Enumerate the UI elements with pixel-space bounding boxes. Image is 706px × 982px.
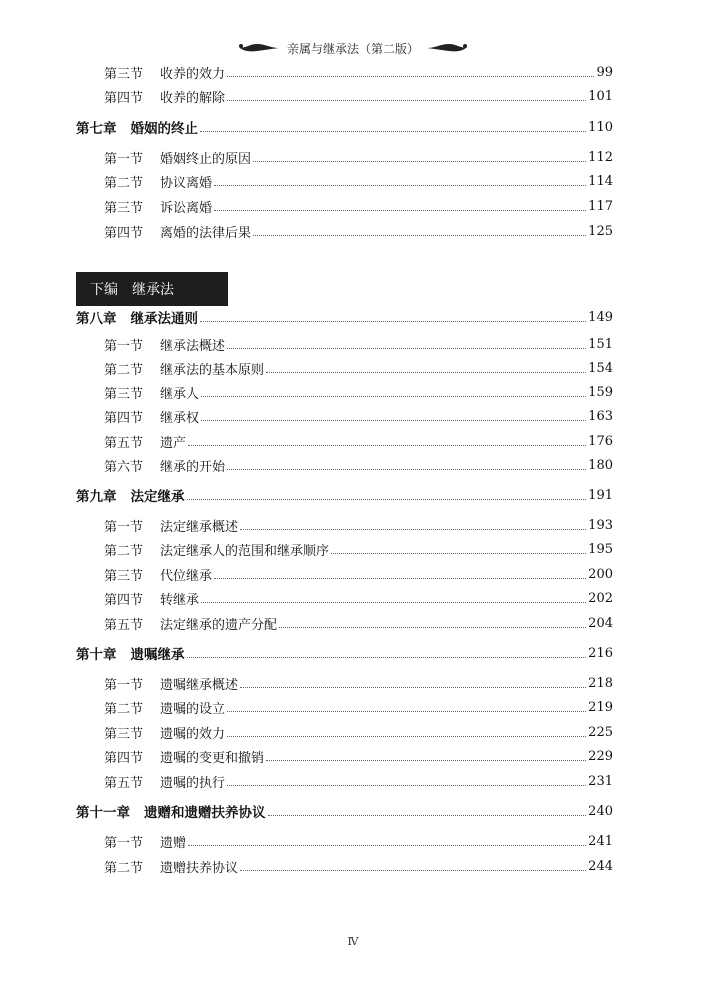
page-ref: 112 xyxy=(588,149,613,165)
page-ref: 101 xyxy=(588,88,613,104)
chapter-number: 第八章 xyxy=(76,311,117,327)
dot-leader xyxy=(201,396,586,397)
dot-leader xyxy=(227,348,586,349)
toc-section-row[interactable] xyxy=(0,358,706,378)
toc-section-row[interactable] xyxy=(0,171,706,191)
section-title: 收养的解除 xyxy=(160,90,226,106)
page-ref: 110 xyxy=(588,119,613,135)
page-ref: 117 xyxy=(588,198,613,214)
section-number: 第二节 xyxy=(104,362,144,378)
page-ref: 176 xyxy=(588,433,613,449)
running-header xyxy=(0,36,706,60)
section-title: 法定继承的遗产分配 xyxy=(160,617,278,633)
section-title: 遗嘱的执行 xyxy=(160,775,226,791)
part-number: 下编 xyxy=(90,282,118,298)
toc-section-row[interactable] xyxy=(0,746,706,766)
section-title: 婚姻终止的原因 xyxy=(160,151,252,167)
section-number: 第二节 xyxy=(104,860,144,876)
page-ref: 204 xyxy=(588,615,613,631)
page-ref: 216 xyxy=(588,645,613,661)
dot-leader xyxy=(268,815,587,816)
dot-leader xyxy=(214,578,586,579)
page-ref: 191 xyxy=(588,487,613,503)
section-number: 第四节 xyxy=(104,592,144,608)
section-number: 第四节 xyxy=(104,90,144,106)
toc-section-row[interactable] xyxy=(0,856,706,876)
section-title: 继承人 xyxy=(160,386,200,402)
section-title: 继承法的基本原则 xyxy=(160,362,265,378)
dot-leader xyxy=(253,161,586,162)
toc-chapter-row[interactable] xyxy=(0,117,706,137)
dot-leader xyxy=(266,760,586,761)
dot-leader xyxy=(227,100,586,101)
section-title: 遗赠扶养协议 xyxy=(160,860,239,876)
header-title: 亲属与继承法（第二版） xyxy=(286,41,419,56)
section-number: 第五节 xyxy=(104,435,144,451)
dot-leader xyxy=(240,529,586,530)
section-title: 转继承 xyxy=(160,592,200,608)
section-number: 第三节 xyxy=(104,726,144,742)
dot-leader xyxy=(240,687,586,688)
section-number: 第一节 xyxy=(104,835,144,851)
section-title: 诉讼离婚 xyxy=(160,200,213,216)
page-ref: 193 xyxy=(588,517,613,533)
chapter-number: 第九章 xyxy=(76,489,117,505)
page-ref: 218 xyxy=(588,675,613,691)
toc-section-row[interactable] xyxy=(0,697,706,717)
section-title: 遗嘱的效力 xyxy=(160,726,226,742)
section-number: 第五节 xyxy=(104,775,144,791)
page-ref: 149 xyxy=(588,309,613,325)
dot-leader xyxy=(200,131,586,132)
chapter-title: 遗嘱继承 xyxy=(130,647,185,663)
toc-chapter-row[interactable] xyxy=(0,307,706,327)
page-ref: 229 xyxy=(588,748,613,764)
chapter-number: 第十章 xyxy=(76,647,117,663)
toc-section-row[interactable] xyxy=(0,588,706,608)
section-number: 第二节 xyxy=(104,175,144,191)
page-ref: 219 xyxy=(588,699,613,715)
dot-leader xyxy=(201,602,586,603)
page-ref: 180 xyxy=(588,457,613,473)
dot-leader xyxy=(227,736,586,737)
dot-leader xyxy=(240,870,586,871)
page-ref: 200 xyxy=(588,566,613,582)
toc-section-row[interactable] xyxy=(0,147,706,167)
section-number: 第一节 xyxy=(104,338,144,354)
page-ref: 202 xyxy=(588,590,613,606)
section-title: 继承权 xyxy=(160,410,200,426)
page-ref: 195 xyxy=(588,541,613,557)
dot-leader xyxy=(331,553,586,554)
section-title: 遗赠 xyxy=(160,835,187,851)
toc-section-row[interactable] xyxy=(0,455,706,475)
toc-chapter-row[interactable] xyxy=(0,485,706,505)
page-ref: 241 xyxy=(588,833,613,849)
section-number: 第二节 xyxy=(104,701,144,717)
dot-leader xyxy=(214,185,586,186)
left-ornament-icon xyxy=(235,41,281,55)
section-number: 第四节 xyxy=(104,225,144,241)
dot-leader xyxy=(200,321,586,322)
section-number: 第四节 xyxy=(104,410,144,426)
page-number: Ⅳ xyxy=(347,935,359,948)
toc-chapter-row[interactable] xyxy=(0,643,706,663)
section-number: 第一节 xyxy=(104,519,144,535)
page-ref: 99 xyxy=(596,64,613,80)
dot-leader xyxy=(279,627,586,628)
section-title: 法定继承概述 xyxy=(160,519,239,535)
section-title: 继承法概述 xyxy=(160,338,226,354)
chapter-number: 第十一章 xyxy=(76,805,130,821)
toc-section-row[interactable] xyxy=(0,86,706,106)
section-number: 第六节 xyxy=(104,459,144,475)
section-title: 收养的效力 xyxy=(160,66,226,82)
page-ref: 225 xyxy=(588,724,613,740)
page-ref: 159 xyxy=(588,384,613,400)
dot-leader xyxy=(253,235,586,236)
toc-section-row[interactable] xyxy=(0,539,706,559)
page-ref: 244 xyxy=(588,858,613,874)
toc-section-row[interactable] xyxy=(0,673,706,693)
section-number: 第三节 xyxy=(104,386,144,402)
dot-leader xyxy=(227,76,594,77)
toc-section-row[interactable] xyxy=(0,406,706,426)
page-ref: 151 xyxy=(588,336,613,352)
chapter-title: 婚姻的终止 xyxy=(130,121,198,137)
section-title: 继承的开始 xyxy=(160,459,226,475)
dot-leader xyxy=(201,420,586,421)
dot-leader xyxy=(266,372,586,373)
dot-leader xyxy=(188,445,586,446)
page-ref: 240 xyxy=(588,803,613,819)
section-title: 法定继承人的范围和继承顺序 xyxy=(160,543,330,559)
section-number: 第一节 xyxy=(104,151,144,167)
section-number: 第三节 xyxy=(104,200,144,216)
chapter-title: 继承法通则 xyxy=(130,311,198,327)
dot-leader xyxy=(188,845,586,846)
page-ref: 154 xyxy=(588,360,613,376)
toc-section-row[interactable] xyxy=(0,221,706,241)
toc-section-row[interactable] xyxy=(0,515,706,535)
right-ornament-icon xyxy=(425,41,471,55)
dot-leader xyxy=(214,210,586,211)
section-title: 遗产 xyxy=(160,435,187,451)
section-title: 遗嘱继承概述 xyxy=(160,677,239,693)
page-ref: 231 xyxy=(588,773,613,789)
section-number: 第二节 xyxy=(104,543,144,559)
chapter-title: 法定继承 xyxy=(130,489,185,505)
toc-section-row[interactable] xyxy=(0,382,706,402)
toc-section-row[interactable] xyxy=(0,613,706,633)
toc-section-row[interactable] xyxy=(0,564,706,584)
part-banner xyxy=(76,272,228,306)
section-title: 代位继承 xyxy=(160,568,213,584)
page-ref: 114 xyxy=(588,173,613,189)
dot-leader xyxy=(187,657,587,658)
toc-section-row[interactable] xyxy=(0,334,706,354)
toc-section-row[interactable] xyxy=(0,431,706,451)
dot-leader xyxy=(227,469,586,470)
section-title: 离婚的法律后果 xyxy=(160,225,252,241)
dot-leader xyxy=(227,785,586,786)
toc-chapter-row[interactable] xyxy=(0,801,706,821)
section-title: 遗嘱的设立 xyxy=(160,701,226,717)
toc-section-row[interactable] xyxy=(0,722,706,742)
page-ref: 163 xyxy=(588,408,613,424)
toc-section-row[interactable] xyxy=(0,831,706,851)
toc-section-row[interactable] xyxy=(0,196,706,216)
dot-leader xyxy=(227,711,586,712)
section-title: 遗嘱的变更和撤销 xyxy=(160,750,265,766)
section-number: 第一节 xyxy=(104,677,144,693)
dot-leader xyxy=(187,499,587,500)
section-number: 第五节 xyxy=(104,617,144,633)
section-number: 第三节 xyxy=(104,568,144,584)
toc-section-row[interactable] xyxy=(0,771,706,791)
section-number: 第四节 xyxy=(104,750,144,766)
chapter-number: 第七章 xyxy=(76,121,117,137)
section-number: 第三节 xyxy=(104,66,144,82)
section-title: 协议离婚 xyxy=(160,175,213,191)
toc-section-row[interactable] xyxy=(0,62,706,82)
page-ref: 125 xyxy=(588,223,613,239)
part-title: 继承法 xyxy=(132,282,174,298)
chapter-title: 遗赠和遗赠扶养协议 xyxy=(144,805,266,821)
